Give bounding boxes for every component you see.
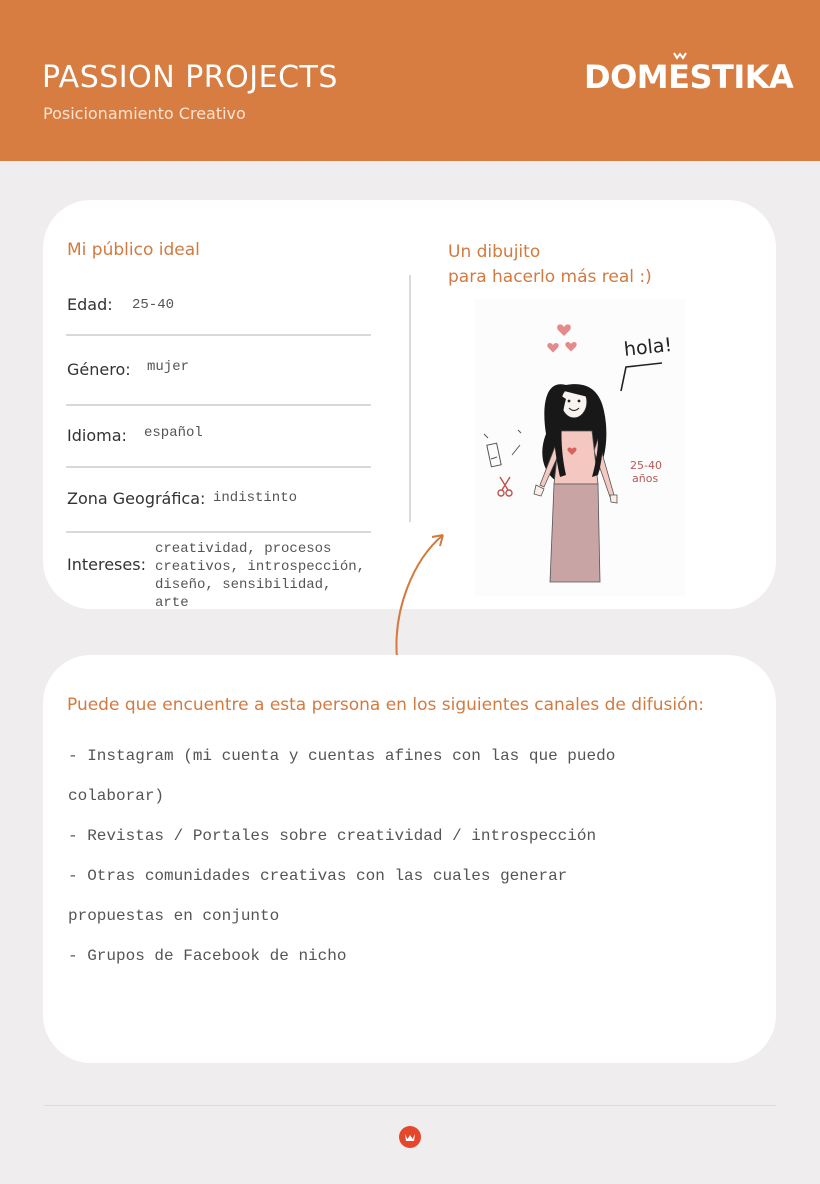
interests-label: Intereses: <box>67 555 146 574</box>
field-divider <box>66 531 371 533</box>
header-banner <box>0 0 820 161</box>
field-divider <box>66 466 371 468</box>
channels-list <box>68 736 758 976</box>
footer-divider <box>44 1105 776 1106</box>
age-note-unit: años <box>632 472 659 485</box>
field-divider <box>66 404 371 406</box>
field-divider <box>66 334 371 336</box>
speech-text: hola! <box>622 333 674 361</box>
domestika-crown-icon[interactable] <box>399 1126 421 1148</box>
language-value: español <box>144 425 203 441</box>
logo-crown-mark <box>673 52 687 60</box>
channel-line: - Grupos de Facebook de nicho <box>68 947 347 965</box>
age-note: 25-40 <box>630 459 662 472</box>
channel-line: - Revistas / Portales sobre creatividad / introspección <box>68 827 597 845</box>
channel-line: propuestas en conjunto <box>68 907 280 925</box>
age-value: 25-40 <box>132 297 175 313</box>
region-label: Zona Geográfica: <box>67 489 206 508</box>
page-subtitle: Posicionamiento Creativo <box>43 104 246 123</box>
language-label: Idioma: <box>67 426 127 445</box>
drawing-title: Un dibujito para hacerlo más real :) <box>448 242 652 287</box>
connector-arrow <box>385 525 455 665</box>
gender-value: mujer <box>147 359 190 375</box>
region-value: indistinto <box>213 490 298 506</box>
domestika-logo[interactable]: DOMESTIKA <box>584 58 794 96</box>
interests-value: creatividad, procesos creativos, introspección, diseño, sensibilidad, arte <box>155 541 366 611</box>
channels-title: Puede que encuentre a esta persona en los siguientes canales de difusión: <box>67 695 705 715</box>
age-label: Edad: <box>67 295 113 314</box>
column-divider <box>409 275 411 522</box>
audience-title: Mi público ideal <box>67 240 200 260</box>
channel-line: colaborar) <box>68 787 165 805</box>
channel-line: - Instagram (mi cuenta y cuentas afines con las que puedo <box>68 747 616 765</box>
page-title: PASSION PROJECTS <box>42 60 338 95</box>
channel-line: - Otras comunidades creativas con las cuales generar <box>68 867 568 885</box>
gender-label: Género: <box>67 360 131 379</box>
persona-illustration <box>474 299 686 596</box>
